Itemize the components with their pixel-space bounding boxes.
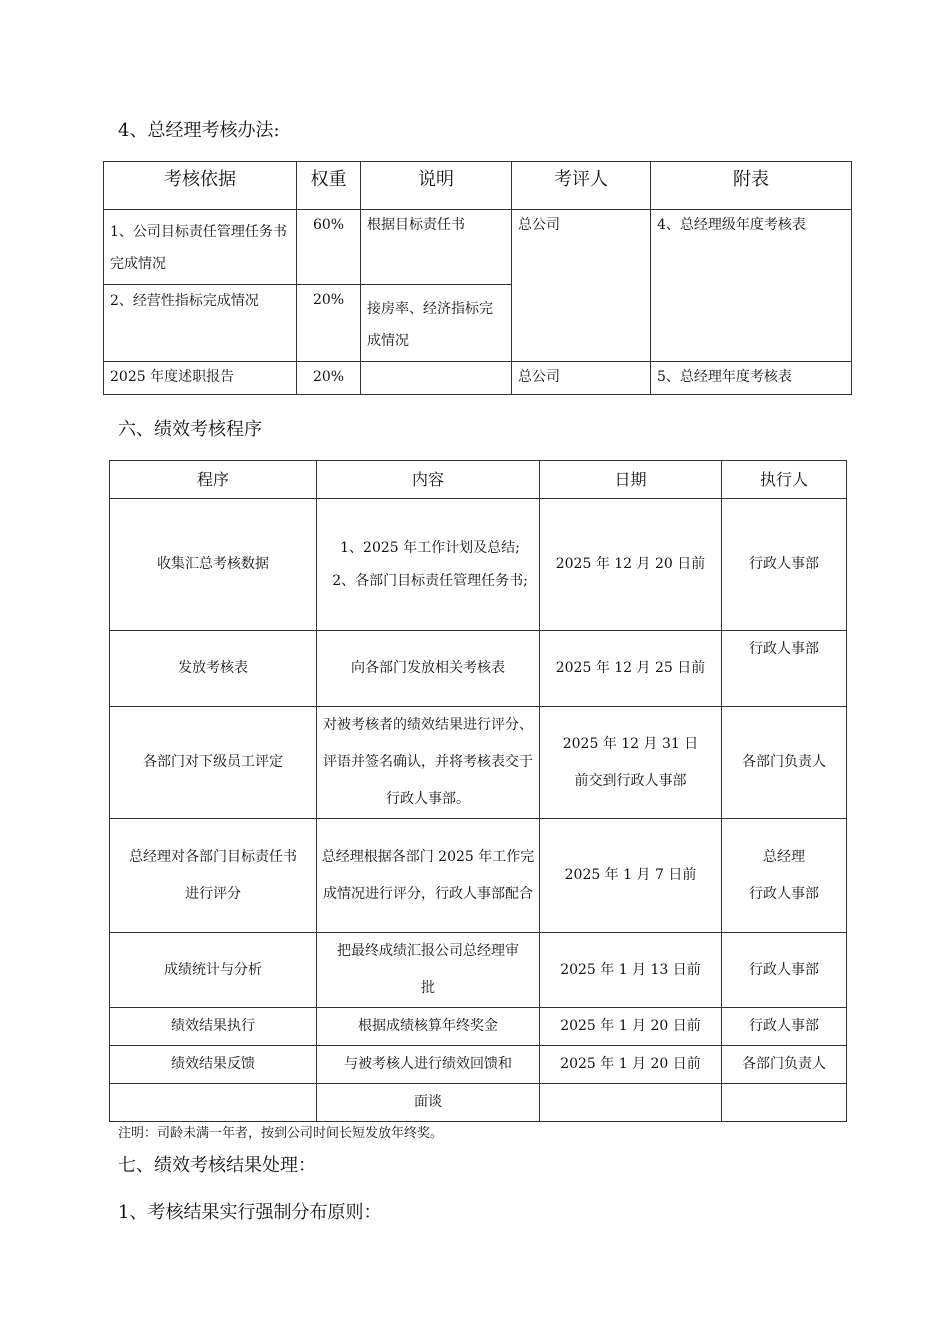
- date-cell: [540, 707, 722, 819]
- content-cell: 向各部门发放相关考核表: [317, 631, 540, 707]
- header-weight: 权重: [297, 162, 361, 210]
- executor-cell: 各部门负责人: [722, 1046, 847, 1084]
- procedure-cell: [110, 1084, 317, 1122]
- procedure-cell: 成绩统计与分析: [110, 933, 317, 1008]
- attachment-cell: 4、总经理级年度考核表: [651, 210, 852, 362]
- section-7-heading: 七、绩效考核结果处理：: [118, 1155, 316, 1176]
- weight-cell: 60%: [297, 210, 361, 285]
- date-cell: [540, 1084, 722, 1122]
- date-cell: 2025 年 1 月 20 日前: [540, 1046, 722, 1084]
- header-executor: 执行人: [722, 461, 847, 499]
- table-row: [110, 499, 847, 631]
- header-evaluator: 考评人: [512, 162, 651, 210]
- table-row: [110, 707, 847, 819]
- table-header-row: [104, 162, 852, 210]
- attachment-cell: 5、总经理年度考核表: [651, 362, 852, 395]
- procedure-cell: 发放考核表: [110, 631, 317, 707]
- date-cell: 2025 年 12 月 20 日前: [540, 499, 722, 631]
- content-cell: [317, 933, 540, 1008]
- content-text: 对被考核者的绩效结果进行评分、评语并签名确认，并将考核表交于行政人事部。: [323, 717, 533, 807]
- date-cell: 2025 年 12 月 25 日前: [540, 631, 722, 707]
- header-attachment: 附表: [651, 162, 852, 210]
- basis-cell: 1、公司目标责任管理任务书完成情况: [104, 210, 297, 285]
- executor-cell: 行政人事部: [722, 1008, 847, 1046]
- content-line: 2、各部门目标责任管理任务书;: [332, 572, 528, 589]
- table-header-row: [110, 461, 847, 499]
- section-7-item-1: 1、考核结果实行强制分布原则：: [118, 1202, 382, 1223]
- evaluator-cell: 总公司: [512, 210, 651, 362]
- content-text: 总经理根据各部门 2025 年工作完成情况进行评分，行政人事部配合: [321, 848, 535, 902]
- procedure-cell: 各部门对下级员工评定: [110, 707, 317, 819]
- header-content: 内容: [317, 461, 540, 499]
- date-cell: 2025 年 1 月 13 日前: [540, 933, 722, 1008]
- content-line: 1、2025 年工作计划及总结;: [340, 539, 520, 556]
- procedure-cell: 绩效结果执行: [110, 1008, 317, 1046]
- note-cell: 根据目标责任书: [361, 210, 512, 285]
- content-cell: [317, 499, 540, 631]
- executor-cell: 各部门负责人: [722, 707, 847, 819]
- table-row: [110, 819, 847, 933]
- header-procedure: 程序: [110, 461, 317, 499]
- table-row: [110, 933, 847, 1008]
- procedure-cell: 收集汇总考核数据: [110, 499, 317, 631]
- table-row: [110, 1008, 847, 1046]
- executor-cell: [722, 819, 847, 933]
- executor-cell: 行政人事部: [722, 933, 847, 1008]
- content-cell: 与被考核人进行绩效回馈和: [317, 1046, 540, 1084]
- procedure-cell: 绩效结果反馈: [110, 1046, 317, 1084]
- header-note: 说明: [361, 162, 512, 210]
- date-text: 2025 年 12 月 31 日前交到行政人事部: [562, 735, 699, 789]
- content-text: 把最终成绩汇报公司总经理审批: [337, 943, 519, 996]
- weight-cell: 20%: [297, 285, 361, 362]
- date-cell: 2025 年 1 月 20 日前: [540, 1008, 722, 1046]
- executor-line: 总经理: [763, 848, 805, 865]
- procedure-table: [109, 460, 847, 1122]
- procedure-text: 总经理对各部门目标责任书进行评分: [129, 848, 297, 902]
- note-cell: [361, 362, 512, 395]
- section-4-heading: 4、总经理考核办法:: [118, 120, 280, 141]
- content-cell: 面谈: [317, 1084, 540, 1122]
- basis-cell: 2025 年度述职报告: [104, 362, 297, 395]
- header-basis: 考核依据: [104, 162, 297, 210]
- executor-cell: [722, 1084, 847, 1122]
- footnote: 注明：司龄未满一年者，按到公司时间长短发放年终奖。: [118, 1126, 444, 1141]
- content-cell: [317, 819, 540, 933]
- table-row: [110, 1084, 847, 1122]
- note-cell: 接房率、经济指标完成情况: [361, 285, 512, 362]
- table-row: [104, 210, 852, 285]
- content-cell: 根据成绩核算年终奖金: [317, 1008, 540, 1046]
- executor-cell: 行政人事部: [722, 499, 847, 631]
- executor-line: 行政人事部: [749, 885, 819, 902]
- evaluator-cell: 总公司: [512, 362, 651, 395]
- table-row: [104, 362, 852, 395]
- date-cell: 2025 年 1 月 7 日前: [540, 819, 722, 933]
- gm-assessment-table: [103, 161, 852, 395]
- procedure-cell: [110, 819, 317, 933]
- table-row: [110, 1046, 847, 1084]
- table-row: [110, 631, 847, 707]
- weight-cell: 20%: [297, 362, 361, 395]
- executor-cell: 行政人事部: [722, 631, 847, 707]
- content-cell: [317, 707, 540, 819]
- header-date: 日期: [540, 461, 722, 499]
- section-6-heading: 六、绩效考核程序: [118, 419, 262, 440]
- basis-cell: 2、经营性指标完成情况: [104, 285, 297, 362]
